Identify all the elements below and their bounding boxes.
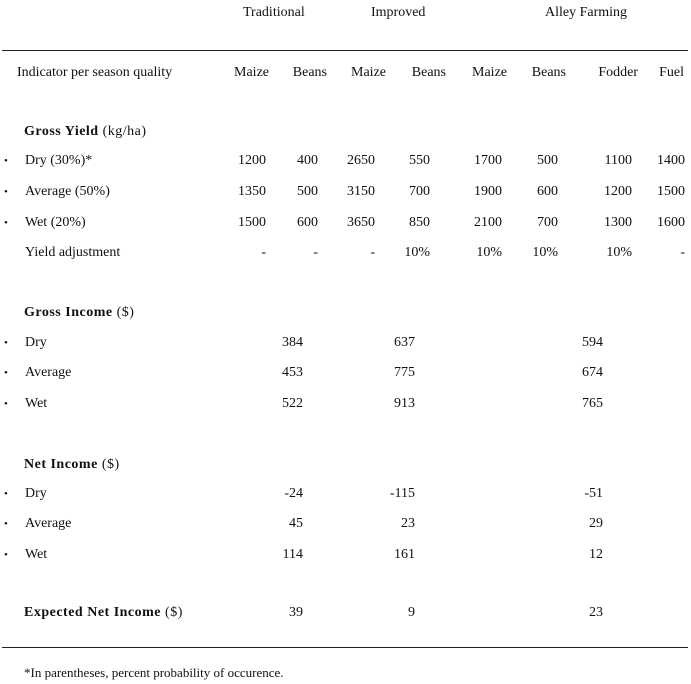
cell-value: 1400: [657, 153, 685, 168]
indicator-header: Indicator per season quality: [17, 65, 173, 80]
cell-value: 1500: [657, 184, 685, 199]
row-label: Wet (20%): [25, 215, 86, 230]
group-header-row: [0, 4, 691, 22]
row-label: Average: [25, 516, 72, 531]
top-rule: [2, 50, 688, 51]
table-row: [0, 334, 691, 352]
cell-value: 10%: [476, 245, 502, 260]
cell-value: 23: [589, 605, 603, 620]
section-title: [24, 604, 183, 622]
cell-value: 2100: [474, 215, 502, 230]
cell-value: 700: [537, 215, 558, 230]
cell-value: 29: [589, 516, 603, 531]
cell-value: 1200: [604, 184, 632, 199]
section-header-gross_income: [0, 304, 691, 322]
cell-value: 600: [537, 184, 558, 199]
section-title: [24, 123, 147, 141]
table-row: [0, 395, 691, 413]
cell-value: 594: [582, 335, 603, 350]
bullet-icon: •: [4, 337, 8, 349]
section-title: [24, 304, 134, 322]
row-label: Average (50%): [25, 184, 110, 199]
bottom-rule: [2, 647, 688, 648]
cell-value: 39: [289, 605, 303, 620]
cell-value: -24: [284, 486, 303, 501]
cell-value: 400: [297, 153, 318, 168]
col-header: Maize: [472, 65, 507, 80]
cell-value: 3650: [347, 215, 375, 230]
row-label: Dry: [25, 486, 47, 501]
cell-value: 384: [282, 335, 303, 350]
cell-value: 12: [589, 547, 603, 562]
cell-value: 1500: [238, 215, 266, 230]
footnote: *In parentheses, percent probability of occurence.: [24, 665, 284, 680]
cell-value: 600: [297, 215, 318, 230]
cell-value: 522: [282, 396, 303, 411]
section-unit: ($): [165, 605, 183, 620]
cell-value: 161: [394, 547, 415, 562]
cell-value: 700: [409, 184, 430, 199]
column-header-row: [0, 64, 691, 82]
bullet-icon: •: [4, 518, 8, 530]
cell-value: 637: [394, 335, 415, 350]
section-title-text: Gross Yield: [24, 124, 99, 139]
bullet-icon: •: [4, 398, 8, 410]
cell-value: 500: [537, 153, 558, 168]
col-header: Maize: [351, 65, 386, 80]
cell-value: -: [680, 245, 685, 260]
bullet-icon: •: [4, 186, 8, 198]
bullet-icon: •: [4, 217, 8, 229]
section-unit: (kg/ha): [102, 124, 147, 139]
section-unit: ($): [101, 457, 120, 472]
group-traditional: Traditional: [243, 5, 305, 20]
cell-value: 9: [408, 605, 415, 620]
row-label: Wet: [25, 396, 48, 411]
table-row: [0, 244, 691, 262]
cell-value: -: [370, 245, 375, 260]
cell-value: 850: [409, 215, 430, 230]
table-row: [0, 183, 691, 201]
group-improved: Improved: [371, 5, 426, 20]
table-row: [0, 364, 691, 382]
cell-value: 550: [409, 153, 430, 168]
table-row: [0, 214, 691, 232]
col-header: Maize: [234, 65, 269, 80]
group-alley-farming: Alley Farming: [545, 5, 628, 20]
section-title: [24, 456, 120, 474]
section-title-text: Expected Net Income: [24, 605, 162, 620]
cell-value: 10%: [532, 245, 558, 260]
cell-value: 10%: [606, 245, 632, 260]
footnote-row: [0, 664, 691, 682]
bullet-icon: •: [4, 155, 8, 167]
col-header: Beans: [411, 65, 446, 80]
cell-value: -115: [389, 486, 415, 501]
cell-value: 10%: [404, 245, 430, 260]
col-header: Beans: [292, 65, 327, 80]
bullet-icon: •: [4, 488, 8, 500]
table-row: [0, 485, 691, 503]
section-unit: ($): [116, 305, 135, 320]
cell-value: -: [261, 245, 266, 260]
section-header-gross_yield: [0, 123, 691, 141]
cell-value: 3150: [347, 184, 375, 199]
row-label: Wet: [25, 547, 48, 562]
cell-value: 114: [282, 547, 303, 562]
table-row: [0, 546, 691, 564]
cell-value: 765: [582, 396, 603, 411]
row-label: Dry (30%)*: [25, 153, 93, 168]
cell-value: 1350: [238, 184, 266, 199]
cell-value: 913: [394, 396, 415, 411]
table-row: [0, 152, 691, 170]
cell-value: -: [313, 245, 318, 260]
col-header: Fodder: [598, 65, 638, 80]
cell-value: 1100: [604, 153, 632, 168]
section-title-text: Net Income: [24, 457, 98, 472]
row-label: Yield adjustment: [25, 245, 121, 260]
section-title-text: Gross Income: [24, 305, 113, 320]
col-header: Fuel: [659, 65, 684, 80]
cell-value: 2650: [347, 153, 375, 168]
col-header: Beans: [531, 65, 566, 80]
cell-value: 45: [289, 516, 303, 531]
cell-value: 775: [394, 365, 415, 380]
cell-value: 1200: [238, 153, 266, 168]
bullet-icon: •: [4, 549, 8, 561]
cell-value: -51: [584, 486, 603, 501]
cell-value: 1600: [657, 215, 685, 230]
cell-value: 674: [582, 365, 603, 380]
cell-value: 1700: [474, 153, 502, 168]
cell-value: 23: [401, 516, 415, 531]
row-label: Average: [25, 365, 72, 380]
expected-net-income-row: [0, 604, 691, 622]
cell-value: 1300: [604, 215, 632, 230]
bullet-icon: •: [4, 367, 8, 379]
section-header-net_income: [0, 456, 691, 474]
table-row: [0, 515, 691, 533]
cell-value: 1900: [474, 184, 502, 199]
cell-value: 453: [282, 365, 303, 380]
cell-value: 500: [297, 184, 318, 199]
row-label: Dry: [25, 335, 47, 350]
